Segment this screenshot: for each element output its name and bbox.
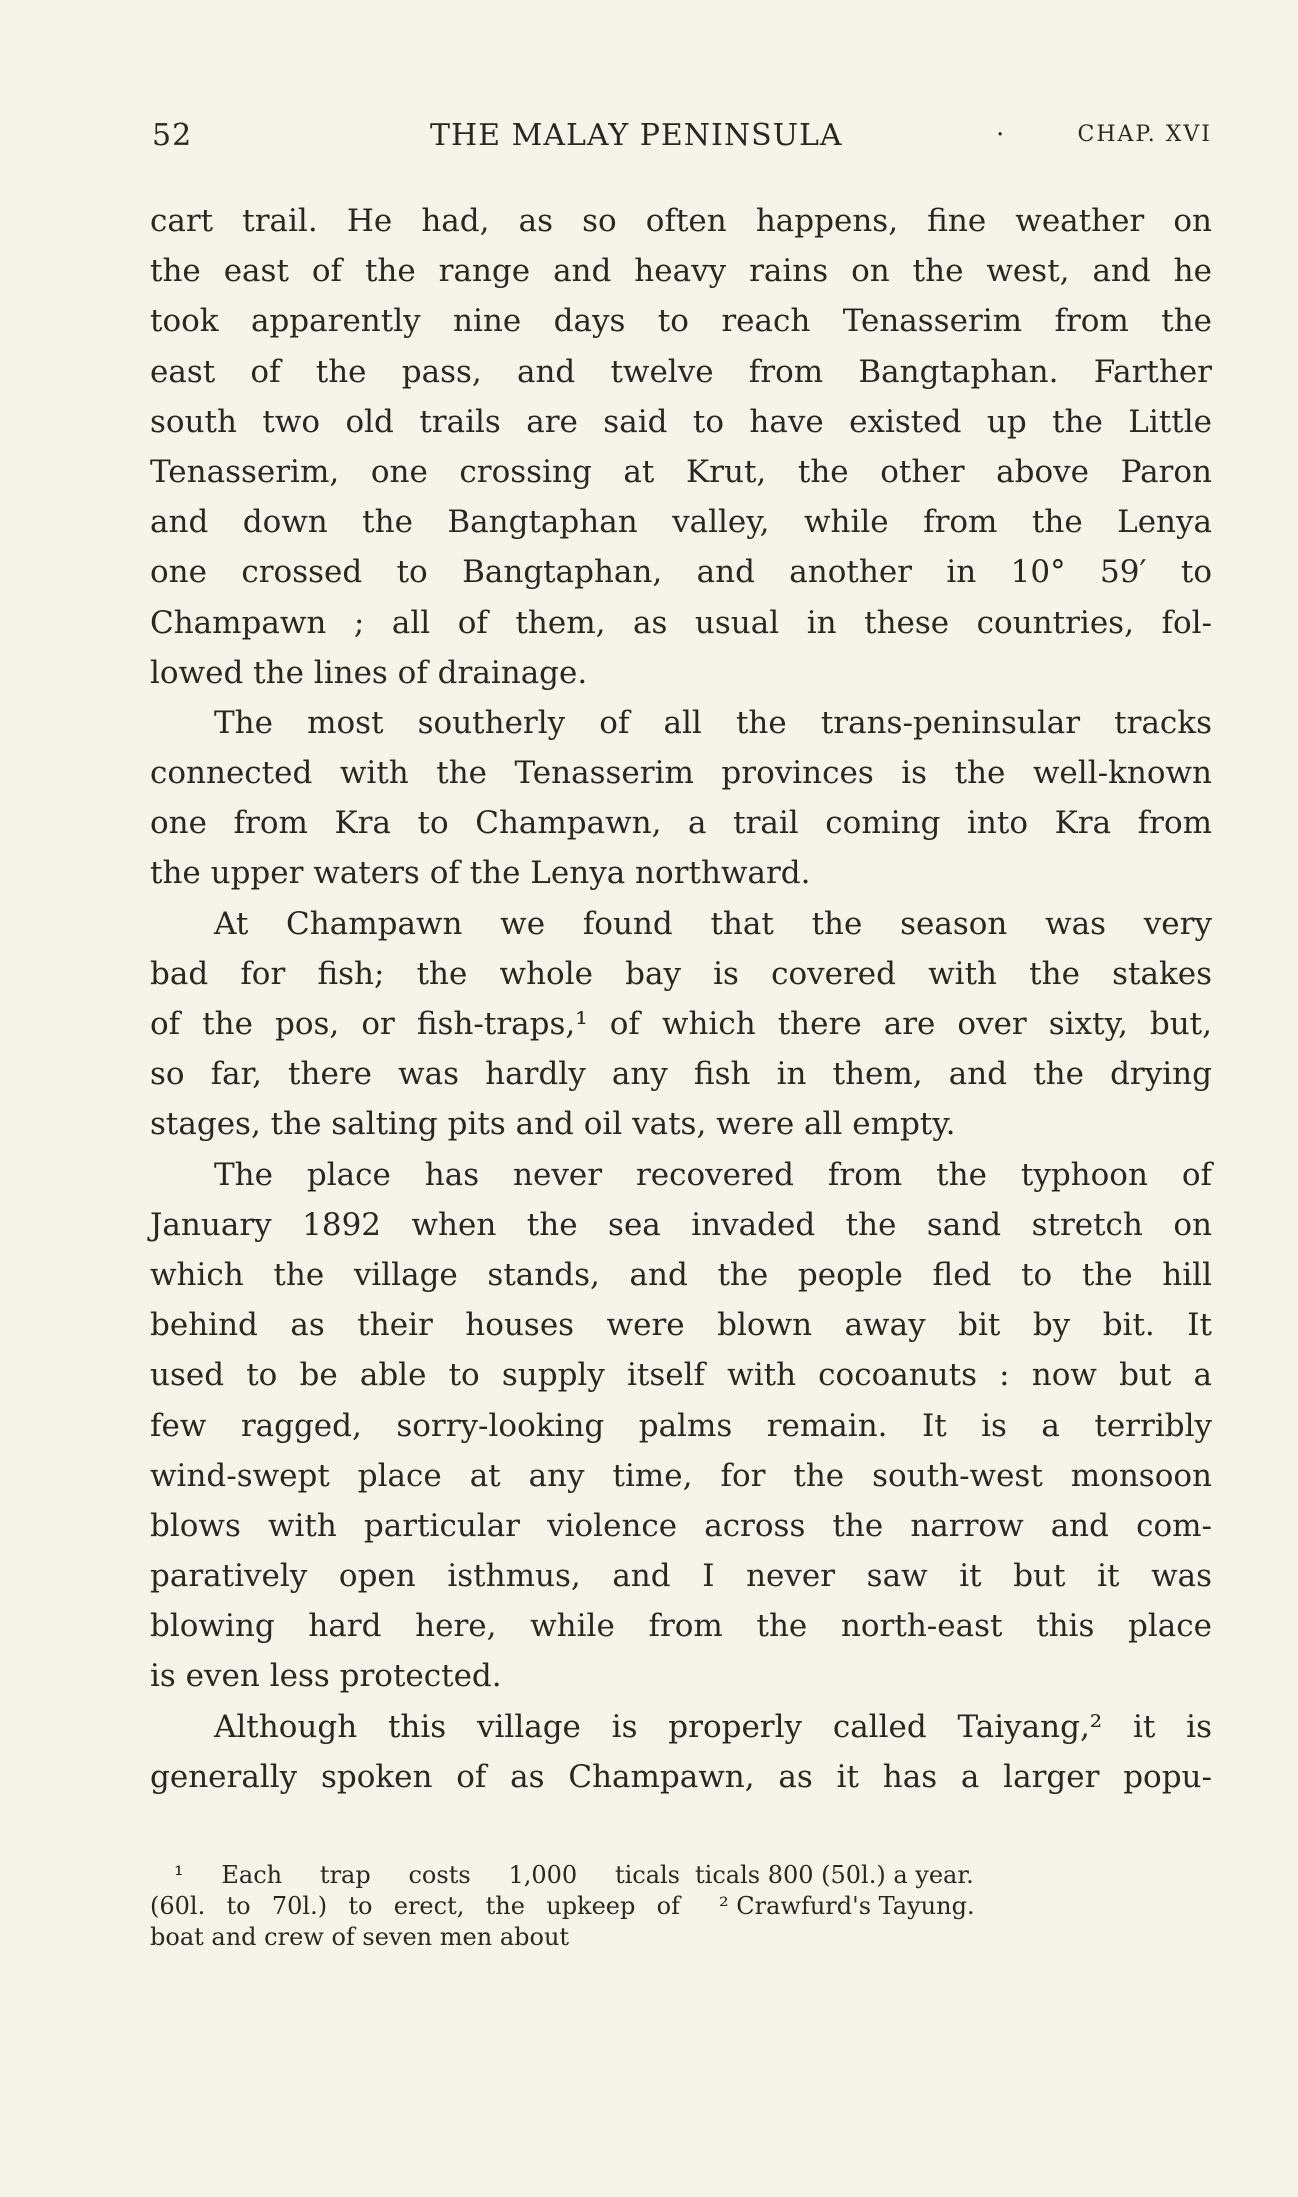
body-line: east of the pass, and twelve from Bangtaphan. Farther [150, 353, 1212, 390]
body-line: the upper waters of the Lenya northward. [150, 855, 811, 892]
body-line: so far, there was hardly any fish in them, and the drying [150, 1056, 1212, 1093]
header-dot: . [996, 112, 1006, 142]
body-line: Although this village is properly called Taiyang,² it is [214, 1708, 1212, 1745]
body-line: of the pos, or fish-traps,¹ of which there are over sixty, but, [150, 1006, 1212, 1042]
body-line: used to be able to supply itself with cocoanuts : now but a [150, 1357, 1212, 1394]
footnote-line: boat and crew of seven men about [150, 1923, 570, 1951]
body-line: generally spoken of as Champawn, as it has a larger popu- [150, 1758, 1212, 1795]
body-line: few ragged, sorry-looking palms remain. It is a terribly [150, 1407, 1212, 1444]
body-line: cart trail. He had, as so often happens, fine weather on [150, 203, 1212, 239]
body-line: January 1892 when the sea invaded the sand stretch on [150, 1206, 1212, 1243]
body-line: took apparently nine days to reach Tenasserim from the [150, 303, 1212, 340]
body-line: Tenasserim, one crossing at Krut, the other above Paron [150, 453, 1212, 490]
running-title: THE MALAY PENINSULA [430, 118, 843, 153]
body-line: wind-swept place at any time, for the south-west monsoon [150, 1457, 1212, 1494]
body-line: Champawn ; all of them, as usual in these countries, fol- [150, 604, 1212, 641]
body-line: south two old trails are said to have existed up the Little [150, 403, 1212, 440]
body-line: paratively open isthmus, and I never saw it but it was [150, 1558, 1212, 1595]
footnote-line: ¹ Each trap costs 1,000 ticals [174, 1861, 680, 1889]
body-line: one from Kra to Champawn, a trail coming into Kra from [150, 805, 1212, 842]
body-line: The place has never recovered from the typhoon of [214, 1156, 1212, 1193]
body-line: is even less protected. [150, 1658, 502, 1695]
body-line: which the village stands, and the people fled to the hill [150, 1256, 1212, 1293]
body-text [150, 196, 1212, 1802]
body-line: stages, the salting pits and oil vats, were all empty. [150, 1106, 956, 1143]
body-line: and down the Bangtaphan valley, while from the Lenya [150, 504, 1212, 541]
running-header [152, 112, 1212, 162]
body-line: At Champawn we found that the season was very [214, 905, 1212, 942]
footnotes [150, 1860, 1212, 1970]
footnote-column-left [150, 1860, 680, 1953]
footnote-line: ticals 800 (50l.) a year. [695, 1861, 974, 1889]
footnote-line: ² Crawfurd's Tayung. [719, 1892, 975, 1920]
page-number: 52 [152, 118, 193, 153]
body-line: bad for fish; the whole bay is covered with the stakes [150, 955, 1212, 992]
chapter-label: CHAP. XVI [1077, 122, 1212, 147]
body-line: The most southerly of all the trans-peninsular tracks [214, 704, 1212, 741]
footnote-line: (60l. to 70l.) to erect, the upkeep of [150, 1892, 680, 1920]
body-line: connected with the Tenasserim provinces is the well-known [150, 755, 1212, 792]
footnote-column-right [695, 1860, 1215, 1922]
body-line: the east of the range and heavy rains on the west, and he [150, 253, 1212, 290]
body-line: blowing hard here, while from the north-east this place [150, 1608, 1212, 1645]
body-line: blows with particular violence across the narrow and com- [150, 1507, 1212, 1544]
body-line: behind as their houses were blown away bit by bit. It [150, 1307, 1212, 1344]
body-line: one crossed to Bangtaphan, and another in 10° 59′ to [150, 554, 1212, 591]
body-line: lowed the lines of drainage. [150, 654, 588, 691]
